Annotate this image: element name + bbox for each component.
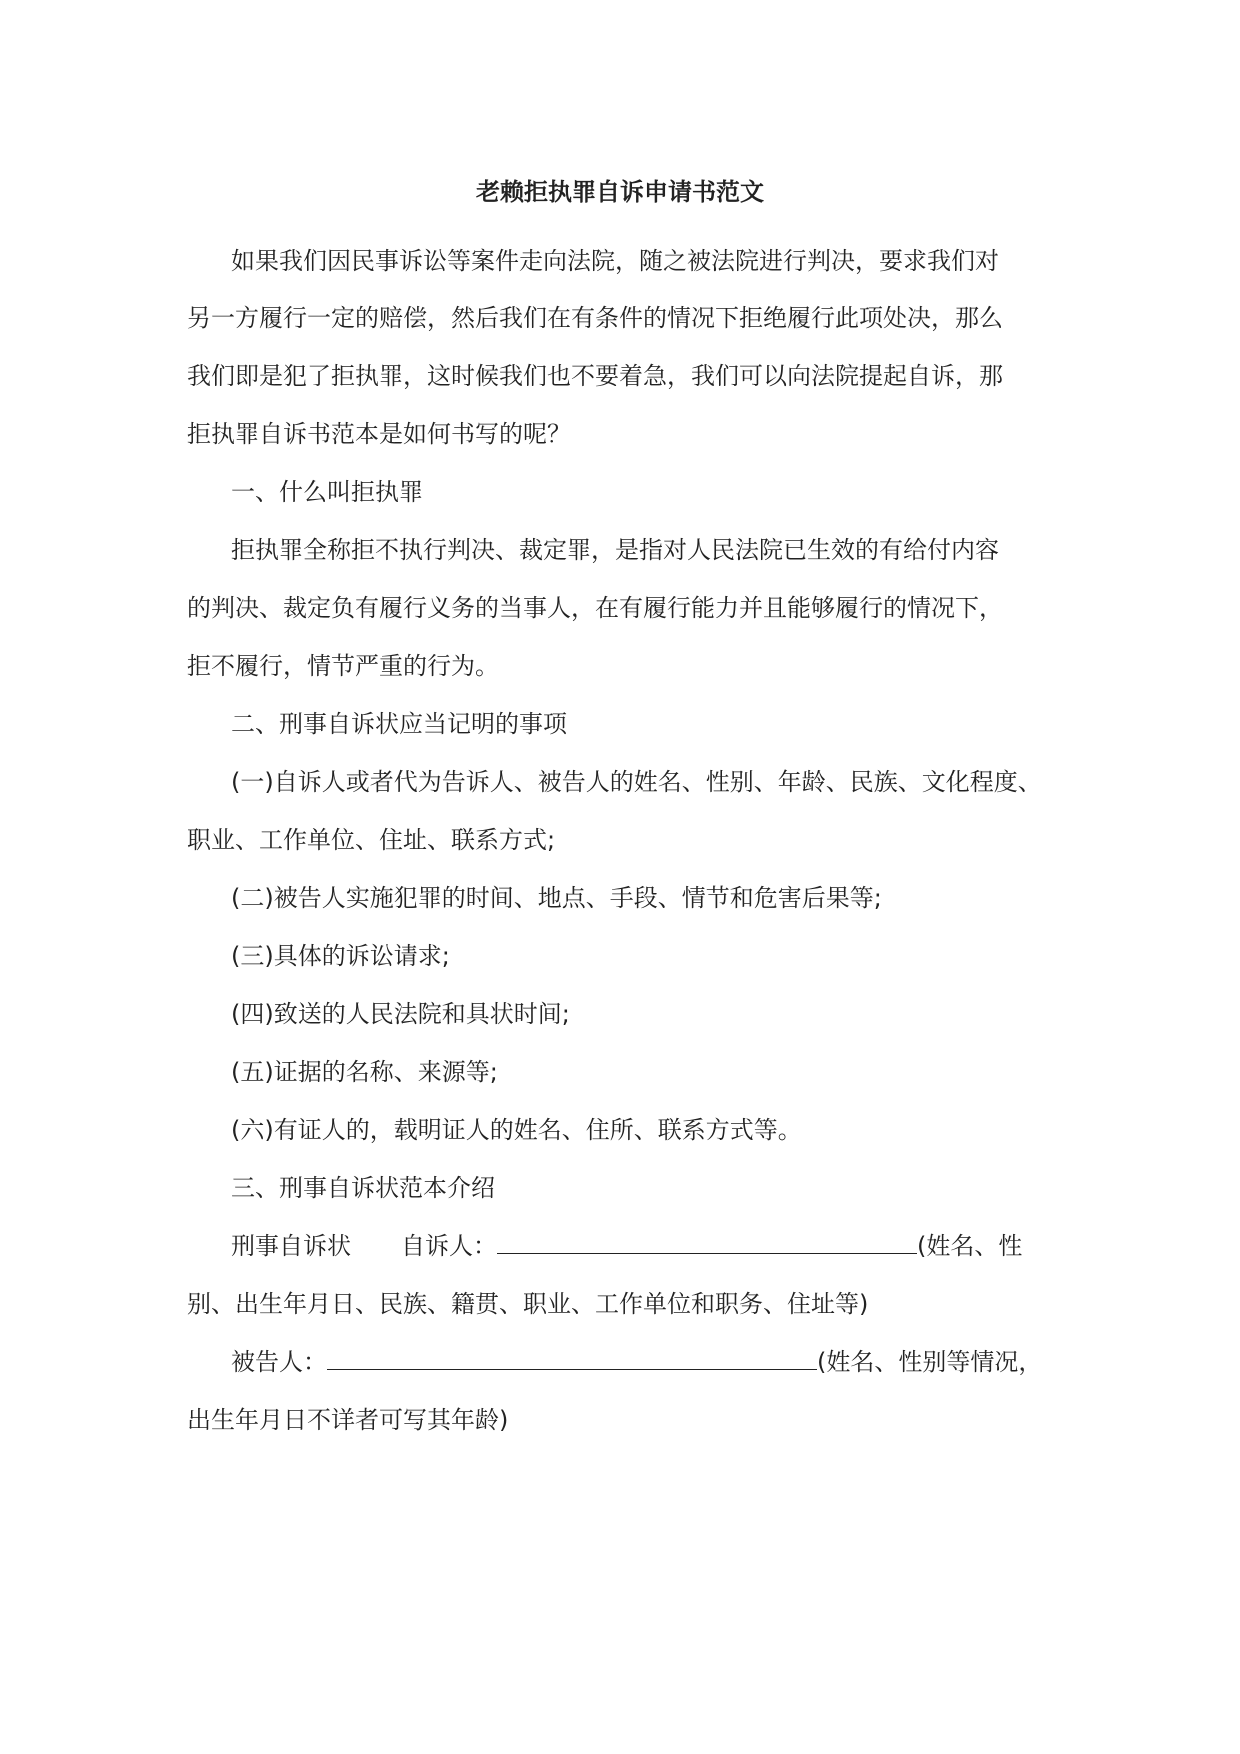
defendant-note-cont: 出生年月日不详者可写其年龄) xyxy=(187,1406,509,1434)
section2-item-5: (五)证据的名称、来源等; xyxy=(231,1058,498,1086)
plaintiff-note-cont: 别、出生年月日、民族、籍贯、职业、工作单位和职务、住址等) xyxy=(187,1290,869,1318)
section2-item-4: (四)致送的人民法院和具状时间; xyxy=(231,1000,570,1028)
intro-line: 如果我们因民事诉讼等案件走向法院，随之被法院进行判决，要求我们对 xyxy=(231,247,999,275)
section2-item-3: (三)具体的诉讼请求; xyxy=(231,942,450,970)
section1-body-line: 拒不履行，情节严重的行为。 xyxy=(187,652,499,680)
intro-line: 拒执罪自诉书范本是如何书写的呢？ xyxy=(187,420,571,448)
section2-item-2: (二)被告人实施犯罪的时间、地点、手段、情节和危害后果等; xyxy=(231,884,882,912)
section3-heading: 三、刑事自诉状范本介绍 xyxy=(231,1174,495,1202)
section2-item-1: (一)自诉人或者代为告诉人、被告人的姓名、性别、年龄、民族、文化程度、 xyxy=(231,768,1042,796)
section1-body-line: 拒执罪全称拒不执行判决、裁定罪，是指对人民法院已生效的有给付内容 xyxy=(231,536,999,564)
section2-item-6: (六)有证人的，载明证人的姓名、住所、联系方式等。 xyxy=(231,1116,802,1144)
section1-heading: 一、什么叫拒执罪 xyxy=(231,478,423,506)
section2-heading: 二、刑事自诉状应当记明的事项 xyxy=(231,710,567,738)
plaintiff-blank xyxy=(497,1231,917,1254)
defendant-note: (姓名、性别等情况， xyxy=(817,1348,1043,1376)
defendant-line xyxy=(231,1346,1042,1378)
intro-line: 我们即是犯了拒执罪，这时候我们也不要着急，我们可以向法院提起自诉，那 xyxy=(187,362,1003,390)
plaintiff-label: 自诉人： xyxy=(401,1232,497,1260)
section2-item-1-cont: 职业、工作单位、住址、联系方式; xyxy=(187,826,556,854)
intro-line: 另一方履行一定的赔偿，然后我们在有条件的情况下拒绝履行此项处决，那么 xyxy=(187,304,1003,332)
plaintiff-line xyxy=(231,1230,1022,1262)
plaintiff-note: (姓名、性 xyxy=(917,1232,1023,1260)
form-title: 刑事自诉状 xyxy=(231,1232,351,1260)
section1-body-line: 的判决、裁定负有履行义务的当事人，在有履行能力并且能够履行的情况下， xyxy=(187,594,1003,622)
defendant-label: 被告人： xyxy=(231,1348,327,1376)
defendant-blank xyxy=(327,1347,817,1370)
document-title: 老赖拒执罪自诉申请书范文 xyxy=(476,178,764,206)
